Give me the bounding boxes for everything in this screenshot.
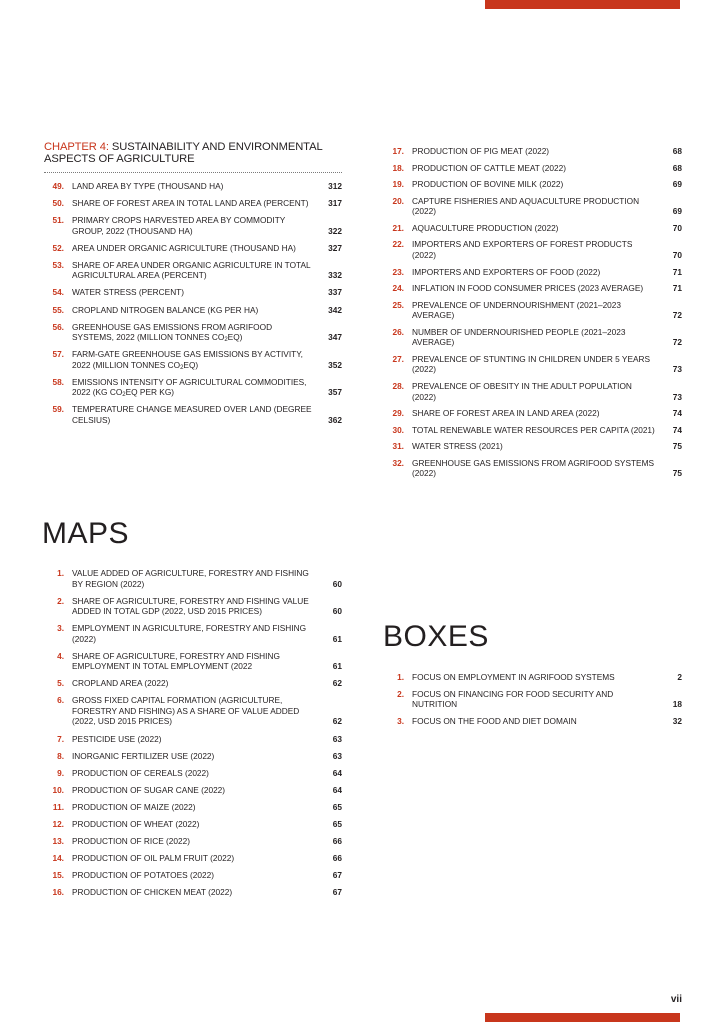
entry-title: GROSS FIXED CAPITAL FORMATION (AGRICULTURE, FORESTRY AND FISHING) AS A SHARE OF VALUE ADDED (2022, USD 2015 PRICES) [72, 695, 300, 727]
entry-title: SHARE OF AREA UNDER ORGANIC AGRICULTURE IN TOTAL AGRICULTURAL AREA (PERCENT) [72, 259, 311, 281]
entry-title: GREENHOUSE GAS EMISSIONS FROM AGRIFOOD SYSTEMS (2022) [412, 457, 655, 479]
entry-title: LAND AREA BY TYPE (THOUSAND HA) [72, 181, 224, 191]
entry-number: 23. [392, 266, 404, 277]
map-entry[interactable] [384, 179, 682, 190]
entry-number: 8. [57, 750, 64, 761]
entry-page-number: 64 [332, 767, 342, 778]
entry-title: PRODUCTION OF OIL PALM FRUIT (2022) [72, 853, 235, 864]
entry-page-number: 72 [672, 337, 682, 348]
map-entry[interactable] [44, 751, 342, 762]
chapter-entry[interactable] [44, 322, 342, 343]
entry-page-number: 75 [672, 468, 682, 479]
entry-number: 2. [57, 595, 64, 606]
top-accent-bar [485, 0, 680, 9]
entry-page-number: 70 [672, 222, 682, 233]
map-entry[interactable] [44, 785, 342, 796]
entry-page-number: 67 [332, 887, 342, 898]
map-entry[interactable] [44, 836, 342, 847]
entry-number: 54. [52, 287, 64, 298]
chapter-entry[interactable] [44, 404, 342, 425]
entry-title: INFLATION IN FOOD CONSUMER PRICES (2023 AVERAGE) [412, 283, 644, 294]
entry-title: TOTAL RENEWABLE WATER RESOURCES PER CAPITA (2021) [412, 424, 655, 435]
entry-number: 52. [52, 242, 64, 253]
map-entry[interactable] [384, 354, 682, 375]
map-entry[interactable] [44, 678, 342, 689]
entry-page-number: 69 [672, 179, 682, 190]
boxes-list [384, 672, 682, 732]
entry-number: 55. [52, 304, 64, 315]
entry-page-number: 312 [328, 181, 342, 191]
entry-title: PRODUCTION OF CEREALS (2022) [72, 767, 209, 778]
map-entry[interactable] [44, 568, 342, 589]
map-entry[interactable] [384, 300, 682, 321]
entry-page-number: 322 [328, 225, 342, 236]
entry-page-number: 66 [332, 853, 342, 864]
entry-title: SHARE OF AGRICULTURE, FORESTRY AND FISHING EMPLOYMENT IN TOTAL EMPLOYMENT (2022 [72, 650, 280, 672]
entry-title: EMPLOYMENT IN AGRICULTURE, FORESTRY AND FISHING (2022) [72, 623, 307, 644]
map-entry[interactable] [384, 381, 682, 402]
entry-title: CAPTURE FISHERIES AND AQUACULTURE PRODUCTION (2022) [412, 195, 640, 217]
map-entry[interactable] [44, 623, 342, 644]
entry-number: 9. [57, 767, 64, 778]
entry-number: 26. [392, 326, 404, 337]
map-entry[interactable] [44, 802, 342, 813]
map-entry[interactable] [44, 870, 342, 881]
chapter-entry[interactable] [44, 198, 342, 209]
box-entry[interactable] [384, 716, 682, 727]
map-entry[interactable] [44, 596, 342, 617]
entry-title: GREENHOUSE GAS EMISSIONS FROM AGRIFOOD SYSTEMS, 2022 (MILLION TONNES $CO_2EQ$) [72, 321, 273, 344]
entry-page-number: 347 [328, 332, 342, 343]
entry-page-number: 65 [332, 819, 342, 830]
entry-number: 10. [52, 784, 64, 795]
entry-number: 17. [392, 146, 404, 156]
entry-title: PESTICIDE USE (2022) [72, 733, 162, 744]
entry-number: 19. [392, 179, 404, 190]
map-entry[interactable] [384, 223, 682, 234]
entry-number: 57. [52, 349, 64, 360]
entry-page-number: 68 [672, 162, 682, 173]
entry-page-number: 68 [672, 146, 682, 156]
entry-page-number: 332 [328, 270, 342, 281]
map-entry[interactable] [44, 853, 342, 864]
entry-page-number: 74 [672, 424, 682, 435]
entry-title: PRODUCTION OF POTATOES (2022) [72, 870, 214, 881]
map-entry[interactable] [44, 768, 342, 779]
map-entry[interactable] [384, 408, 682, 419]
map-entry[interactable] [384, 196, 682, 217]
entry-title: PRODUCTION OF BOVINE MILK (2022) [412, 179, 564, 190]
map-entry[interactable] [384, 327, 682, 348]
entry-page-number: 62 [332, 716, 342, 727]
chapter-entry[interactable] [44, 305, 342, 316]
chapter-entry[interactable] [44, 287, 342, 298]
entry-number: 59. [52, 404, 64, 415]
entry-number: 30. [392, 424, 404, 435]
entry-title: IMPORTERS AND EXPORTERS OF FOREST PRODUCTS (2022) [412, 239, 633, 260]
map-entry[interactable] [44, 819, 342, 830]
entry-page-number: 357 [328, 387, 342, 398]
entry-page-number: 73 [672, 364, 682, 375]
map-entry[interactable] [384, 163, 682, 174]
entry-title: SHARE OF AGRICULTURE, FORESTRY AND FISHING VALUE ADDED IN TOTAL GDP (2022, USD 2015 PRICES) [72, 595, 309, 617]
chapter-entry[interactable] [44, 377, 342, 398]
entry-page-number: 362 [328, 414, 342, 425]
entry-number: 32. [392, 457, 404, 468]
entry-page-number: 72 [672, 310, 682, 321]
entry-number: 13. [52, 836, 64, 847]
entry-number: 15. [52, 870, 64, 881]
map-entry[interactable] [44, 695, 342, 727]
entry-number: 24. [392, 283, 404, 294]
bottom-accent-bar [485, 1013, 680, 1022]
entry-page-number: 18 [672, 699, 682, 710]
maps-list-left [44, 568, 342, 905]
entry-page-number: 327 [328, 242, 342, 253]
page-number: vii [670, 994, 682, 1005]
entry-title: SHARE OF FOREST AREA IN TOTAL LAND AREA (PERCENT) [72, 198, 309, 209]
entry-page-number: 67 [332, 870, 342, 881]
entry-number: 7. [57, 733, 64, 744]
entry-number: 16. [52, 887, 64, 898]
entry-number: 6. [57, 695, 64, 706]
boxes-heading: BOXES [383, 620, 489, 653]
maps-heading: MAPS [42, 517, 130, 550]
entry-number: 1. [397, 672, 404, 682]
entry-page-number: 61 [332, 661, 342, 672]
chapter-entry[interactable] [44, 181, 342, 192]
entry-page-number: 60 [332, 606, 342, 617]
entry-number: 51. [52, 215, 64, 226]
map-entry[interactable] [384, 267, 682, 278]
entry-title: PRODUCTION OF CHICKEN MEAT (2022) [72, 887, 233, 898]
entry-number: 53. [52, 259, 64, 270]
entry-title: EMISSIONS INTENSITY OF AGRICULTURAL COMMODITIES, 2022 (KG $CO_2EQ$ PER KG) [72, 376, 307, 399]
entry-title: FARM-GATE GREENHOUSE GAS EMISSIONS BY ACTIVITY, 2022 (MILLION TONNES $CO_2EQ$) [72, 349, 303, 371]
entry-title: FOCUS ON THE FOOD AND DIET DOMAIN [412, 715, 577, 726]
entry-number: 3. [57, 623, 64, 634]
chapter-heading [44, 141, 342, 173]
entry-number: 12. [52, 819, 64, 830]
entry-title: AREA UNDER ORGANIC AGRICULTURE (THOUSAND HA) [72, 242, 296, 253]
entry-title: PREVALENCE OF OBESITY IN THE ADULT POPULATION (2022) [412, 381, 632, 402]
entry-number: 27. [392, 353, 404, 364]
entry-number: 14. [52, 853, 64, 864]
entry-page-number: 62 [332, 678, 342, 689]
entry-page-number: 60 [332, 578, 342, 589]
entry-title: TEMPERATURE CHANGE MEASURED OVER LAND (DEGREE CELSIUS) [72, 404, 312, 425]
entry-page-number: 74 [672, 408, 682, 419]
entry-number: 18. [392, 162, 404, 173]
entry-page-number: 71 [672, 283, 682, 294]
entry-title: PRODUCTION OF CATTLE MEAT (2022) [412, 162, 566, 173]
entry-page-number: 32 [672, 715, 682, 726]
chapter-label: CHAPTER 4: [44, 141, 109, 153]
entry-title: CROPLAND NITROGEN BALANCE (KG PER HA) [72, 304, 259, 315]
entry-page-number: 73 [672, 391, 682, 402]
entry-title: SHARE OF FOREST AREA IN LAND AREA (2022) [412, 408, 600, 419]
map-entry[interactable] [384, 283, 682, 294]
chapter-4-section [44, 141, 342, 432]
entry-page-number: 66 [332, 836, 342, 847]
entry-page-number: 61 [332, 633, 342, 644]
entry-number: 4. [57, 650, 64, 661]
chapter-entry[interactable] [44, 349, 342, 370]
entry-title: FOCUS ON EMPLOYMENT IN AGRIFOOD SYSTEMS [412, 672, 615, 682]
entry-number: 49. [52, 181, 64, 191]
map-entry[interactable] [44, 887, 342, 898]
entry-title: IMPORTERS AND EXPORTERS OF FOOD (2022) [412, 266, 601, 277]
entry-number: 29. [392, 408, 404, 419]
entry-page-number: 337 [328, 287, 342, 298]
entry-number: 1. [57, 568, 64, 578]
entry-number: 2. [397, 688, 404, 699]
entry-title: PRODUCTION OF WHEAT (2022) [72, 819, 200, 830]
entry-title: PRIMARY CROPS HARVESTED AREA BY COMMODITY GROUP, 2022 (THOUSAND HA) [72, 215, 286, 236]
entry-title: INORGANIC FERTILIZER USE (2022) [72, 750, 215, 761]
entry-page-number: 64 [332, 784, 342, 795]
entry-number: 11. [52, 801, 64, 812]
entry-number: 20. [392, 195, 404, 206]
entry-title: AQUACULTURE PRODUCTION (2022) [412, 222, 559, 233]
entry-page-number: 342 [328, 304, 342, 315]
entry-title: WATER STRESS (2021) [412, 441, 503, 452]
entry-title: VALUE ADDED OF AGRICULTURE, FORESTRY AND FISHING BY REGION (2022) [72, 568, 309, 589]
entry-number: 3. [397, 715, 404, 726]
entry-number: 50. [52, 198, 64, 209]
map-entry[interactable] [384, 441, 682, 452]
entry-number: 58. [52, 376, 64, 387]
entry-title: CROPLAND AREA (2022) [72, 678, 169, 689]
entry-page-number: 69 [672, 206, 682, 217]
chapter-entry[interactable] [44, 243, 342, 254]
entry-page-number: 352 [328, 359, 342, 370]
entry-page-number: 317 [328, 198, 342, 209]
entry-page-number: 70 [672, 249, 682, 260]
entry-page-number: 63 [332, 733, 342, 744]
entry-title: WATER STRESS (PERCENT) [72, 287, 185, 298]
map-entry[interactable] [44, 734, 342, 745]
entry-number: 28. [392, 381, 404, 392]
entry-page-number: 71 [672, 266, 682, 277]
entry-title: PRODUCTION OF RICE (2022) [72, 836, 191, 847]
map-entry[interactable] [44, 651, 342, 672]
entry-page-number: 2 [677, 672, 682, 682]
entry-number: 21. [392, 222, 404, 233]
map-entry[interactable] [384, 146, 682, 157]
entry-title: FOCUS ON FINANCING FOR FOOD SECURITY AND NUTRITION [412, 688, 614, 710]
entry-number: 31. [392, 441, 404, 452]
entry-number: 56. [52, 321, 64, 332]
box-entry[interactable] [384, 689, 682, 710]
chapter-entries-list [44, 181, 342, 425]
entry-title: PRODUCTION OF SUGAR CANE (2022) [72, 784, 226, 795]
entry-number: 22. [392, 239, 404, 250]
maps-list-right [384, 146, 682, 485]
map-entry[interactable] [384, 458, 682, 479]
entry-number: 5. [57, 678, 64, 689]
box-entry[interactable] [384, 672, 682, 683]
entry-title: NUMBER OF UNDERNOURISHED PEOPLE (2021–2023 AVERAGE) [412, 326, 626, 348]
chapter-title: SUSTAINABILITY AND ENVIRONMENTAL ASPECTS OF AGRICULTURE [44, 141, 323, 165]
entry-title: PRODUCTION OF MAIZE (2022) [72, 801, 196, 812]
entry-title: PREVALENCE OF STUNTING IN CHILDREN UNDER 5 YEARS (2022) [412, 353, 651, 375]
entry-title: PRODUCTION OF PIG MEAT (2022) [412, 146, 550, 156]
chapter-entry[interactable] [44, 215, 342, 236]
map-entry[interactable] [384, 425, 682, 436]
entry-page-number: 75 [672, 441, 682, 452]
chapter-entry[interactable] [44, 260, 342, 281]
entry-page-number: 63 [332, 750, 342, 761]
map-entry[interactable] [384, 239, 682, 260]
entry-title: PREVALENCE OF UNDERNOURISHMENT (2021–2023 AVERAGE) [412, 299, 622, 321]
entry-number: 25. [392, 299, 404, 310]
entry-page-number: 65 [332, 801, 342, 812]
